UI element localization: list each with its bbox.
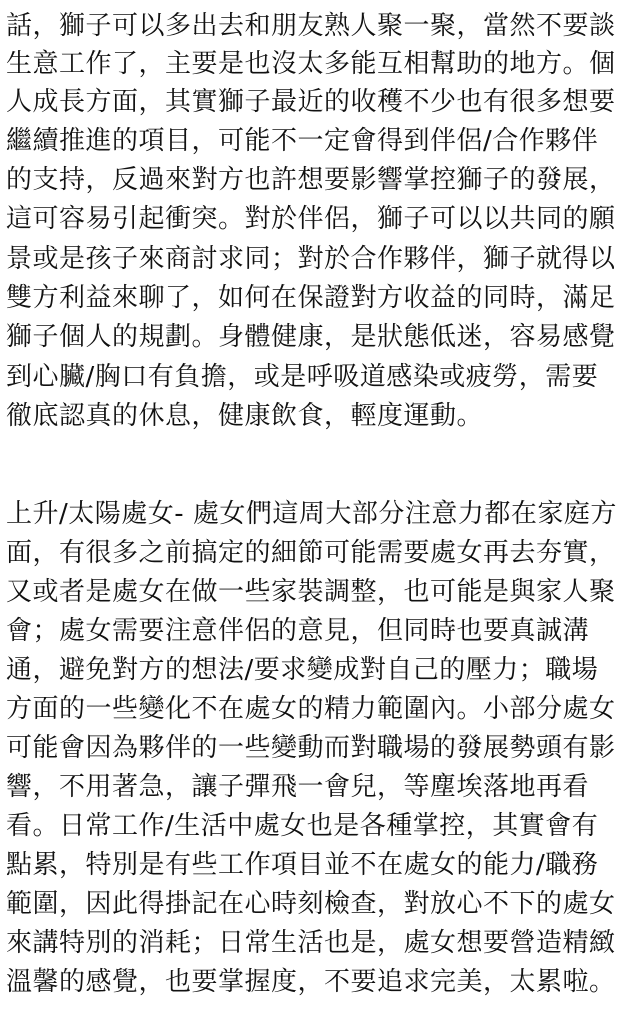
text-line: 點累，特別是有些工作項目並不在處女的能力/職務 [6,850,599,880]
text-line: 範圍，因此得掛記在心時刻檢查，對放心不下的處女 [6,889,616,919]
text-line: 雙方利益來聊了，如何在保證對方收益的同時，滿足 [6,283,616,313]
text-line: 響，不用著急，讓子彈飛一會兒，等塵埃落地再看 [6,772,590,802]
text-line: 徹底認真的休息，健康飲食，輕度運動。 [6,401,484,431]
text-line: 通，避免對方的想法/要求變成對自己的壓力；職場 [6,655,599,685]
text-line: 又或者是處女在做一些家裝調整，也可能是與家人聚 [6,577,616,607]
text-line: 面，有很多之前搞定的細節可能需要處女再去夯實， [6,538,616,568]
text-line: 生意工作了，主要是也沒太多能互相幫助的地方。個 [6,49,616,79]
text-line: 到心臟/胸口有負擔，或是呼吸道感染或疲勞，需要 [6,362,599,392]
text-line: 景或是孩子來商討求同；對於合作夥伴，獅子就得以 [6,244,616,274]
text-line: 來講特別的消耗；日常生活也是，處女想要營造精緻 [6,928,616,958]
text-line: 會；處女需要注意伴侶的意見，但同時也要真誠溝 [6,616,590,646]
text-line: 人成長方面，其實獅子最近的收穫不少也有很多想要 [6,87,616,117]
text-line: 溫馨的感覺，也要掌握度，不要追求完美，太累啦。 [6,967,616,997]
text-line: 話，獅子可以多出去和朋友熟人聚一聚，當然不要談 [6,11,616,41]
text-line: 可能會因為夥伴的一些變動而對職場的發展勢頭有影 [6,733,616,763]
text-line: 這可容易引起衝突。對於伴侶，獅子可以以共同的願 [6,204,616,234]
text-line: 繼續推進的項目，可能不一定會得到伴侶/合作夥伴 [6,126,599,156]
text-line: 上升/太陽處女- 處女們這周大部分注意力都在家庭方 [6,499,617,529]
text-line: 看。日常工作/生活中處女也是各種掌控，其實會有 [6,811,599,841]
text-line: 方面的一些變化不在處女的精力範圍內。小部分處女 [6,694,616,724]
text-line: 獅子個人的規劃。身體健康，是狀態低迷，容易感覺 [6,322,616,352]
text-line: 的支持，反過來對方也許想要影響掌控獅子的發展， [6,165,616,195]
